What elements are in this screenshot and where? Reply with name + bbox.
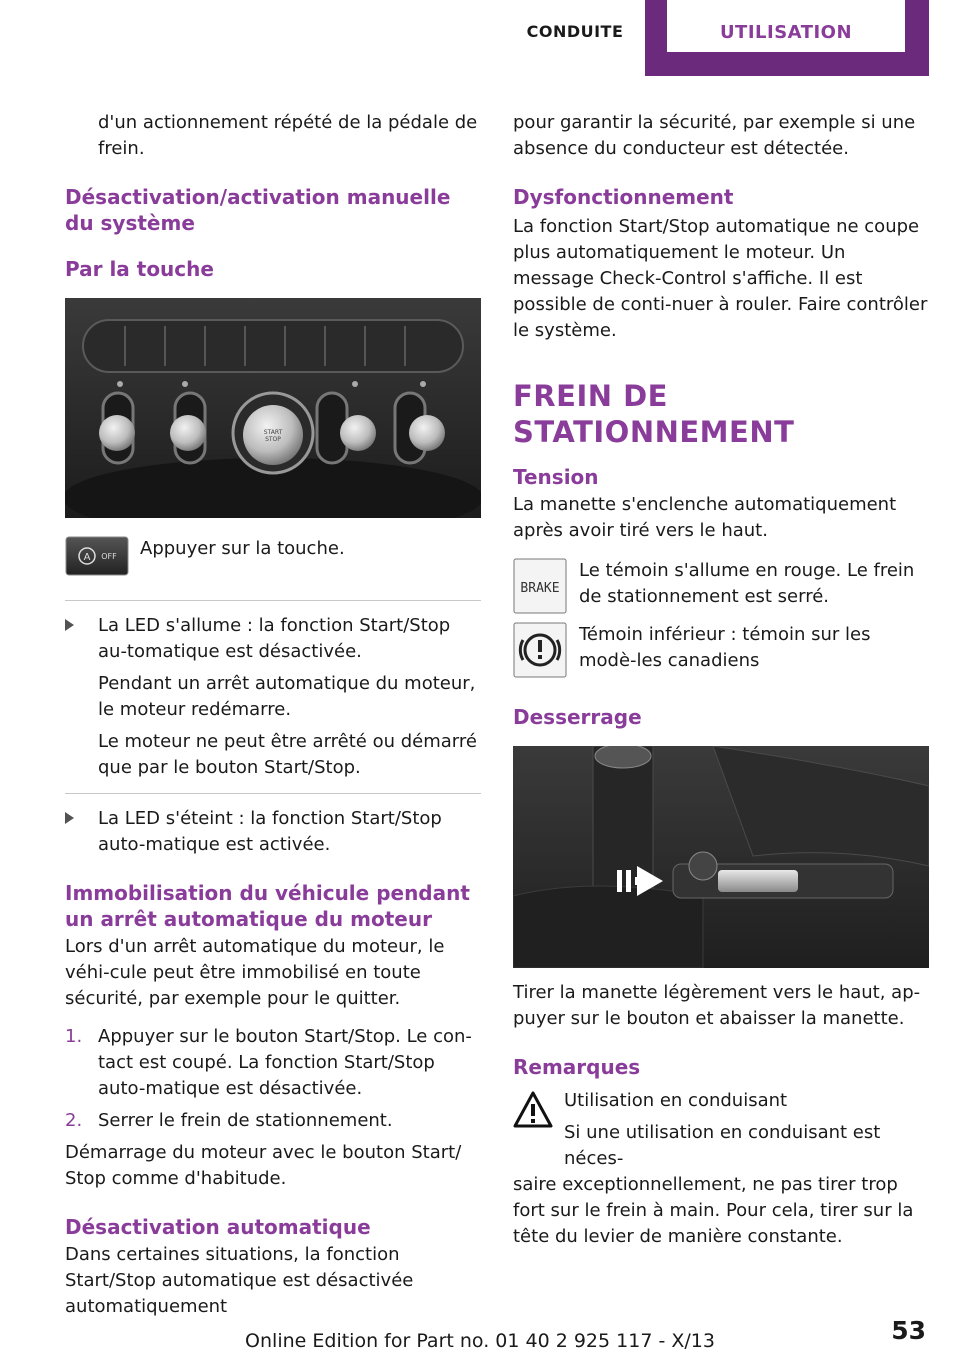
warning-row xyxy=(513,1088,929,1172)
step-item xyxy=(65,1108,481,1134)
header-tab-utilisation-bar xyxy=(645,0,929,76)
canadian-indicator-text: Témoin inférieur : témoin sur les modè-les canadiens xyxy=(579,624,871,671)
step-item xyxy=(65,1024,481,1102)
start-stop-off-icon-row xyxy=(65,536,481,580)
footer-edition: Online Edition for Part no. 01 40 2 925 117 - X/13 xyxy=(245,1330,715,1352)
tension-paragraph: La manette s'enclenche automatiquement après avoir tiré vers le haut. xyxy=(513,494,897,541)
warning-title: Utilisation en conduisant xyxy=(564,1090,788,1111)
right-column xyxy=(513,110,929,1250)
console-switches-illustration xyxy=(65,298,481,518)
page-number: 53 xyxy=(891,1316,926,1345)
handbrake-illustration xyxy=(513,746,929,968)
icon-caption: Appuyer sur la touche. xyxy=(140,538,345,559)
header-tab-conduite: CONDUITE xyxy=(526,22,624,41)
step-number: 1. xyxy=(65,1026,83,1047)
heading-auto-deactivation: Désactivation automatique xyxy=(65,1215,371,1239)
bullet-item xyxy=(65,806,481,858)
desserrage-paragraph: Tirer la manette légèrement vers le haut, ap-puyer sur le bouton et abaisser la manette. xyxy=(513,982,921,1029)
immobilisation-paragraph: Lors d'un arrêt automatique du moteur, le véhi-cule peut être immobilisé en toute sécurité, par exemple pour le quitter. xyxy=(65,936,445,1009)
svg-text:BRAKE: BRAKE xyxy=(520,581,560,596)
svg-text:OFF: OFF xyxy=(101,552,117,561)
continuation-paragraph: pour garantir la sécurité, par exemple si une absence du conducteur est détectée. xyxy=(513,112,916,159)
auto-deactivation-paragraph: Dans certaines situations, la fonction Start/Stop automatique est désactivée automatiquement xyxy=(65,1244,414,1317)
brake-indicator-text: Le témoin s'allume en rouge. Le frein de stationnement est serré. xyxy=(579,560,915,607)
handbrake-photo xyxy=(513,746,929,968)
brake-indicator-row xyxy=(513,558,929,614)
step-text: Appuyer sur le bouton Start/Stop. Le con-tact est coupé. La fonction Start/Stop auto-matique est désactivée. xyxy=(98,1026,472,1099)
svg-text:A: A xyxy=(83,552,91,563)
left-column xyxy=(65,110,481,1320)
start-label: START xyxy=(263,429,283,436)
warning-text: Si une utilisation en conduisant est néces- xyxy=(564,1122,881,1169)
bullet-triangle-icon xyxy=(65,812,74,824)
dysfonctionnement-paragraph: La fonction Start/Stop automatique ne coupe plus automatiquement le moteur. Un message Check-Control s'affiche. Il est possible de conti-nuer à rouler. Faire contrôler le système. xyxy=(513,216,928,341)
warning-text-continued: saire exceptionnellement, ne pas tirer trop fort sur le frein à main. Pour cela, tirer sur la tête du levier de manière constante. xyxy=(513,1174,914,1247)
header-tab-utilisation: UTILISATION xyxy=(667,0,905,52)
bullet-item xyxy=(65,613,481,781)
canadian-indicator-row xyxy=(513,622,929,678)
restart-paragraph: Démarrage du moteur avec le bouton Start/ Stop comme d'habitude. xyxy=(65,1142,462,1189)
bullet-text: La LED s'allume : la fonction Start/Stop au-tomatique est désactivée. xyxy=(98,615,451,662)
continuation-paragraph: d'un actionnement répété de la pédale de frein. xyxy=(98,112,478,159)
auto-start-stop-off-icon xyxy=(65,536,129,576)
parking-brake-circle-icon xyxy=(513,622,567,678)
warning-triangle-icon xyxy=(513,1090,553,1130)
heading-par-la-touche: Par la touche xyxy=(65,257,214,281)
heading-tension: Tension xyxy=(513,465,599,489)
divider xyxy=(65,793,481,794)
step-number: 2. xyxy=(65,1110,83,1131)
heading-frein-stationnement: FREIN DE STATIONNEMENT xyxy=(513,379,795,449)
bullet-text: Le moteur ne peut être arrêté ou démarré que par le bouton Start/Stop. xyxy=(98,731,477,778)
heading-remarques: Remarques xyxy=(513,1055,641,1079)
step-text: Serrer le frein de stationnement. xyxy=(98,1110,393,1131)
divider xyxy=(65,600,481,601)
heading-dysfonctionnement: Dysfonctionnement xyxy=(513,185,734,209)
heading-desserrage: Desserrage xyxy=(513,705,642,729)
heading-immobilisation: Immobilisation du véhicule pendant un arrêt automatique du moteur xyxy=(65,881,470,931)
bullet-text: La LED s'éteint : la fonction Start/Stop auto-matique est activée. xyxy=(98,808,442,855)
console-switches-photo xyxy=(65,298,481,518)
brake-indicator-icon xyxy=(513,558,567,614)
heading-manual-toggle: Désactivation/activation manuelle du système xyxy=(65,185,451,235)
bullet-text: Pendant un arrêt automatique du moteur, le moteur redémarre. xyxy=(98,673,476,720)
stop-label: STOP xyxy=(265,436,281,443)
bullet-triangle-icon xyxy=(65,619,74,631)
